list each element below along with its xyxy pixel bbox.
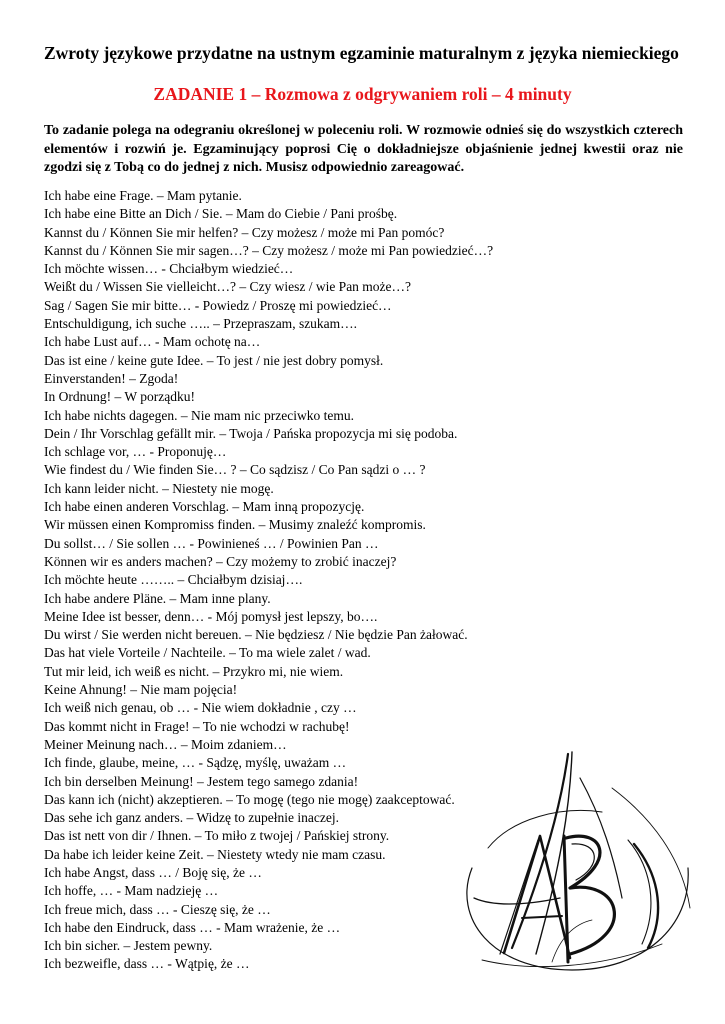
phrase-item: Meine Idee ist besser, denn… - Mój pomysł jest lepszy, bo…. bbox=[44, 608, 378, 624]
phrase-item: Entschuldigung, ich suche ….. – Przepraszam, szukam…. bbox=[44, 316, 358, 332]
phrase-item: Ich habe Lust auf… - Mam ochotę na… bbox=[44, 334, 261, 350]
phrase-item: Ich habe den Eindruck, dass … - Mam wrażenie, że … bbox=[44, 919, 341, 935]
phrase-item: Ich kann leider nicht. – Niestety nie mogę. bbox=[44, 480, 274, 496]
phrase-item: Ich habe eine Bitte an Dich / Sie. – Mam do Ciebie / Pani prośbę. bbox=[44, 206, 398, 222]
phrase-item: Das sehe ich ganz anders. – Widzę to zupełnie inaczej. bbox=[44, 810, 339, 826]
phrase-item: Ich finde, glaube, meine, … - Sądzę, myślę, uważam … bbox=[44, 755, 347, 771]
phrase-item: Das kann ich (nicht) akzeptieren. – To mogę (tego nie mogę) zaakceptować. bbox=[44, 791, 455, 807]
phrase-item: Tut mir leid, ich weiß es nicht. – Przykro mi, nie wiem. bbox=[44, 663, 344, 679]
phrase-item: Dein / Ihr Vorschlag gefällt mir. – Twoja / Pańska propozycja mi się podoba. bbox=[44, 425, 458, 441]
phrase-item: Du wirst / Sie werden nicht bereuen. – Nie będziesz / Nie będzie Pan żałować. bbox=[44, 627, 468, 643]
phrase-item: Ich hoffe, … - Mam nadzieję … bbox=[44, 883, 219, 899]
phrase-item: Wir müssen einen Kompromiss finden. – Musimy znaleźć kompromis. bbox=[44, 517, 426, 533]
phrase-item: Wie findest du / Wie finden Sie… ? – Co sądzisz / Co Pan sądzi o … ? bbox=[44, 462, 426, 478]
phrase-item: Ich habe eine Frage. – Mam pytanie. bbox=[44, 188, 242, 203]
phrase-item: Meiner Meinung nach… – Moim zdaniem… bbox=[44, 736, 287, 752]
phrase-item: Ich freue mich, dass … - Cieszę się, że … bbox=[44, 901, 271, 917]
phrase-item: Das ist eine / keine gute Idee. – To jest / nie jest dobry pomysł. bbox=[44, 352, 384, 368]
phrase-item: Ich bin sicher. – Jestem pewny. bbox=[44, 938, 213, 954]
phrase-item: Ich habe Angst, dass … / Boję się, że … bbox=[44, 864, 262, 880]
phrase-item: Das kommt nicht in Frage! – To nie wchodzi w rachubę! bbox=[44, 718, 350, 734]
phrase-item: Ich weiß nich genau, ob … - Nie wiem dokładnie , czy … bbox=[44, 700, 357, 716]
phrase-item: Weißt du / Wissen Sie vielleicht…? – Czy wiesz / wie Pan może…? bbox=[44, 279, 412, 295]
phrase-item: Keine Ahnung! – Nie mam pojęcia! bbox=[44, 682, 238, 698]
phrase-item: Einverstanden! – Zgoda! bbox=[44, 370, 179, 386]
phrase-item: Ich möchte heute …….. – Chciałbym dzisiaj…. bbox=[44, 572, 303, 588]
phrase-item: Ich habe einen anderen Vorschlag. – Mam inną propozycję. bbox=[44, 499, 365, 515]
phrase-item: Das hat viele Vorteile / Nachteile. – To ma wiele zalet / wad. bbox=[44, 645, 371, 661]
phrase-item: Ich bin derselben Meinung! – Jestem tego samego zdania! bbox=[44, 773, 359, 789]
task-instructions: To zadanie polega na odegraniu określonej w poleceniu roli. W rozmowie odnieś się do wszystkich czterech elementów i rozwiń je. Egzaminujący poprosi Cię o dokładniejsze objaśnienie jednej kwestii oraz nie zgodzi się z Tobą co do jednej z nich. Musisz odpowiednio zareagować. bbox=[44, 123, 683, 175]
phrase-item: Ich habe andere Pläne. – Mam inne plany. bbox=[44, 590, 271, 606]
task-heading: ZADANIE 1 – Rozmowa z odgrywaniem roli – 4 minuty bbox=[153, 84, 572, 104]
phrase-item: In Ordnung! – W porządku! bbox=[44, 389, 195, 405]
phrase-item: Ich bezweifle, dass … - Wątpię, że … bbox=[44, 956, 250, 972]
phrase-item: Das ist nett von dir / Ihnen. – To miło z twojej / Pańskiej strony. bbox=[44, 828, 390, 844]
phrase-item: Sag / Sagen Sie mir bitte… - Powiedz / Proszę mi powiedzieć… bbox=[44, 297, 392, 313]
phrase-item: Kannst du / Können Sie mir sagen…? – Czy możesz / może mi Pan powiedzieć…? bbox=[44, 242, 494, 258]
phrase-item: Da habe ich leider keine Zeit. – Niestety wtedy nie mam czasu. bbox=[44, 846, 386, 862]
phrase-item: Können wir es anders machen? – Czy możemy to zrobić inaczej? bbox=[44, 553, 397, 569]
phrase-item: Ich habe nichts dagegen. – Nie mam nic przeciwko temu. bbox=[44, 407, 355, 423]
abi-logo-icon bbox=[452, 748, 697, 973]
phrase-item: Ich schlage vor, … - Proponuję… bbox=[44, 444, 227, 460]
phrase-item: Ich möchte wissen… - Chciałbym wiedzieć… bbox=[44, 261, 294, 277]
phrase-item: Kannst du / Können Sie mir helfen? – Czy możesz / może mi Pan pomóc? bbox=[44, 224, 445, 240]
page-title: Zwroty językowe przydatne na ustnym egzaminie maturalnym z języka niemieckiego bbox=[44, 43, 679, 63]
phrase-item: Du sollst… / Sie sollen … - Powinieneś … / Powinien Pan … bbox=[44, 535, 379, 551]
